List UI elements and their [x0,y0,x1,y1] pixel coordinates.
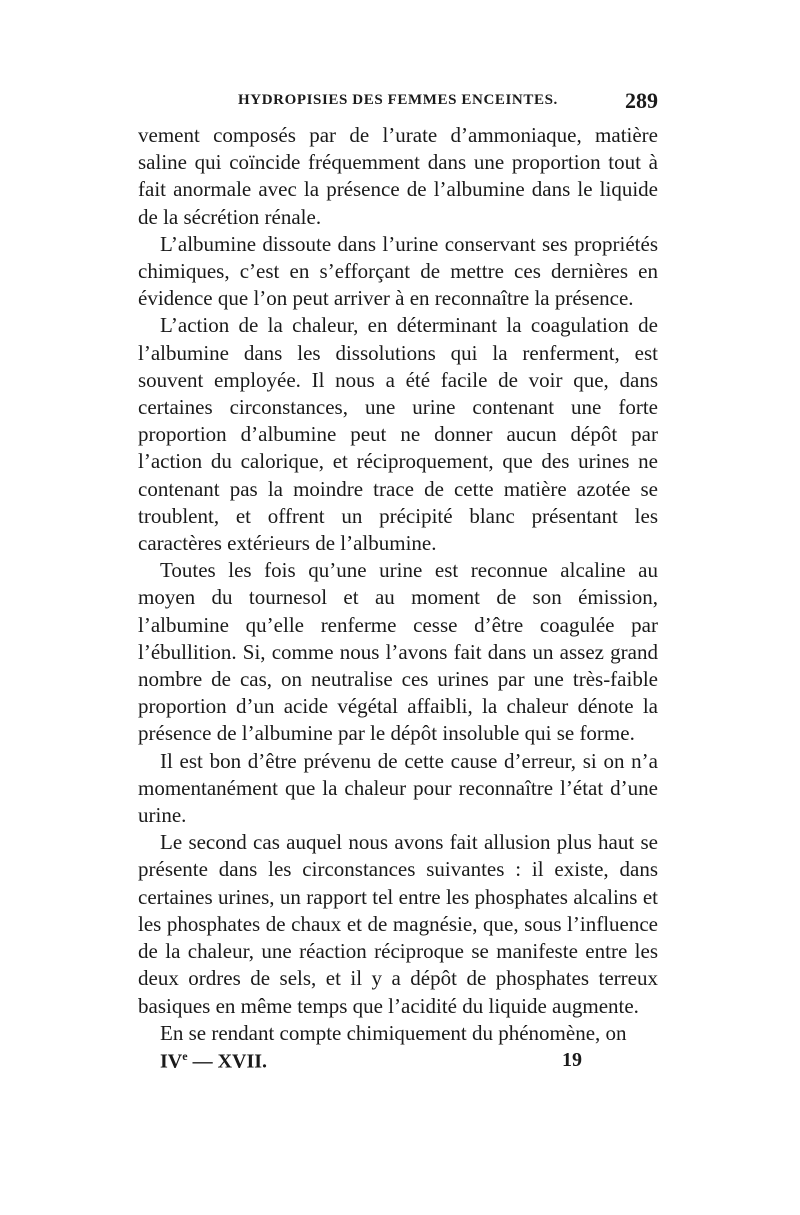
paragraph: Il est bon d’être prévenu de cette cause d’erreur, si on n’a momentanément que la chaleur pour reconnaître l’état d’une urine. [138,748,658,828]
running-head [138,88,658,122]
paragraph: Toutes les fois qu’une urine est reconnue alcaline au moyen du tournesol et au moment de son émission, l’albumine qu’elle renferme cesse d’être coagulée par l’ébullition. Si, comme nous l’avons fait dans un assez grand nombre de cas, on neutralise ces urines par une très-faible proportion d’un acide végétal affaibli, la chaleur dénote la présence de l’albumine par le dépôt insoluble qui se forme. [138,558,658,746]
running-title: HYDROPISIES DES FEMMES ENCEINTES. [238,92,558,108]
paragraph: L’albumine dissoute dans l’urine conservant ses propriétés chimiques, c’est en s’efforçant de mettre ces dernières en évidence que l’on peut arriver à en reconnaître la présence. [138,231,658,311]
paragraph-continued: vement composés par de l’urate d’ammoniaque, matière saline qui coïncide fréquemment dans une proportion tout à fait anormale avec la présence de l’albumine dans le liquide de la sécrétion rénale. [138,123,658,229]
signature-mark [160,1049,267,1074]
body-text [138,122,658,1047]
book-page [138,88,658,1079]
page-footer [138,1049,658,1079]
sheet-number: 19 [562,1048,582,1071]
paragraph-last: En se rendant compte chimiquement du phénomène, on [160,1020,627,1045]
signature-superscript: e [182,1048,188,1063]
paragraph: Le second cas auquel nous avons fait allusion plus haut se présente dans les circonstances suivantes : il existe, dans certaines urines, un rapport tel entre les phosphates alcalins et les phosphates de chaux et de magnésie, que, sous l’influence de la chaleur, une réaction réciproque se manifeste entre les deux ordres de sels, et il y a dépôt de phosphates terreux basiques en même temps que l’acidité du liquide augmente. [138,830,658,1018]
page-number: 289 [625,88,658,113]
paragraph: L’action de la chaleur, en déterminant la coagulation de l’albumine dans les dissolutions qui la renferment, est souvent employée. Il nous a été facile de voir que, dans certaines circonstances, une urine contenant une forte proportion d’albumine peut ne donner aucun dépôt par l’action du calorique, et réciproquement, que des urines ne contenant pas la moindre trace de cette matière azotée se troublent, et offrent un précipité blanc présentant les caractères extérieurs de l’albumine. [138,313,658,556]
signature-roman: IV [160,1050,183,1073]
signature-rest: — XVII. [187,1050,268,1073]
